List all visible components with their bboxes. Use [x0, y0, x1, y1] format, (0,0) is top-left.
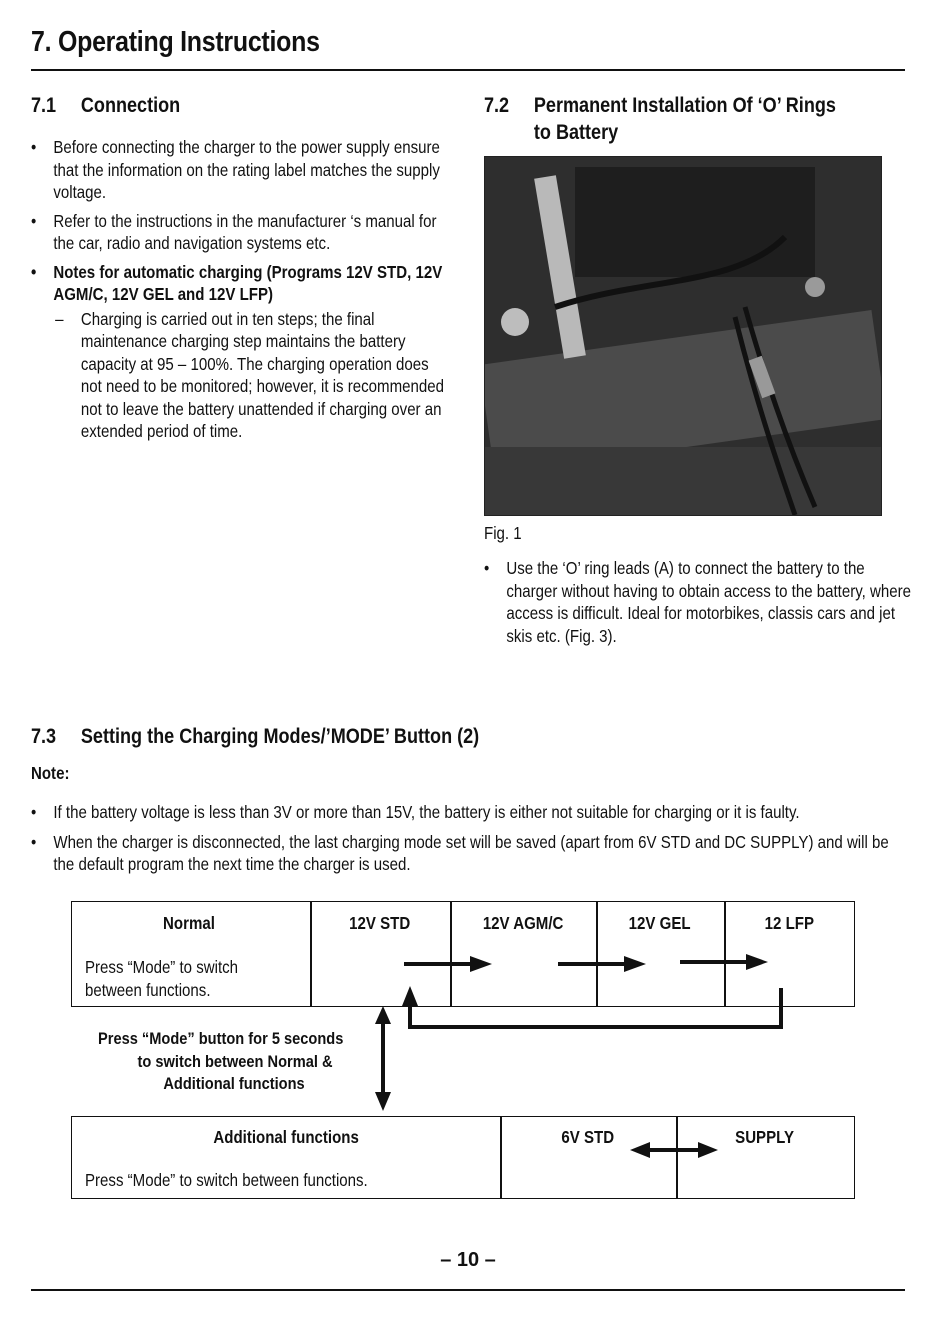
bullet-icon: • — [31, 210, 37, 231]
bullet-text: Before connecting the charger to the power supply ensure that the information on the rating label matches the supply voltage. — [53, 137, 440, 202]
section-title: Permanent Installation Of ‘O’ Rings — [533, 94, 836, 117]
section-title: Connection — [80, 94, 181, 117]
mode-supply: SUPPLY — [735, 1127, 794, 1147]
press-mode-caption — [98, 1028, 382, 1096]
mode-12v-gel: 12V GEL — [628, 913, 691, 933]
normal-title: Normal — [163, 913, 215, 933]
bullet-icon: • — [31, 802, 37, 822]
arrow-right-icon — [558, 956, 646, 972]
mode-12v-std: 12V STD — [349, 913, 411, 933]
bullet-text: Refer to the instructions in the manufacturer ‘s manual for the car, radio and navigation systems etc. — [53, 210, 437, 253]
section-title: Setting the Charging Modes/’MODE’ Button (2) — [80, 725, 480, 748]
dash-text: Charging is carried out in ten steps; the final maintenance charging step maintains the battery capacity at 95 – 100%. The charging operation does not need to be monitored; however, it is recommended not to leave the battery unattended if charging over an extended period of time. — [80, 308, 444, 441]
section-number: 7.3 — [31, 725, 57, 748]
arrow-right-icon — [680, 954, 768, 970]
figure-caption: Fig. 1 — [484, 523, 522, 543]
bullet-icon: • — [31, 831, 37, 852]
page-title: 7. Operating Instructions — [31, 26, 320, 58]
press-mode-line: Additional functions — [163, 1074, 305, 1093]
dash-icon: – — [55, 308, 64, 329]
additional-modes-box — [71, 1116, 855, 1199]
note-label: Note: — [31, 763, 70, 783]
additional-title: Additional functions — [213, 1127, 359, 1147]
normal-desc-line: between functions. — [85, 979, 211, 1000]
mode-12-lfp: 12 LFP — [764, 913, 815, 933]
normal-desc-line: Press “Mode” to switch — [85, 957, 239, 977]
additional-desc: Press “Mode” to switch between functions. — [85, 1170, 368, 1190]
mode-12v-agm: 12V AGM/C — [482, 913, 564, 933]
bullet-text: If the battery voltage is less than 3V or more than 15V, the battery is either not suitable for charging or it is faulty. — [53, 802, 800, 822]
page-number: – 10 – — [440, 1249, 496, 1271]
section-number: 7.1 — [31, 94, 57, 117]
bullet-text: Use the ‘O’ ring leads (A) to connect the battery to the charger without having to obtain access to the battery, where access is difficult. Ideal for motorbikes, classis cars and jet skis etc. (Fig. 3). — [506, 558, 912, 646]
arrow-right-icon — [404, 956, 492, 972]
mode-6v-std: 6V STD — [561, 1127, 615, 1147]
press-mode-line: to switch between Normal & — [137, 1051, 333, 1071]
press-mode-line: Press “Mode” button for 5 seconds — [98, 1029, 344, 1048]
loop-back-arrow-icon — [402, 986, 781, 1027]
bullet-icon: • — [31, 137, 37, 157]
bullet-icon: • — [31, 261, 37, 282]
section-title-line2: to Battery — [533, 121, 619, 144]
bullet-icon: • — [484, 558, 490, 578]
section-number: 7.2 — [484, 94, 510, 117]
bullet-text: When the charger is disconnected, the last charging mode set will be saved (apart from 6V STD and DC SUPPLY) and will be the default program the next time the charger is used. — [53, 831, 889, 874]
bullet-text: Notes for automatic charging (Programs 12V STD, 12V AGM/C, 12V GEL and 12V LFP) — [53, 261, 443, 304]
footer-rule — [31, 1289, 905, 1291]
